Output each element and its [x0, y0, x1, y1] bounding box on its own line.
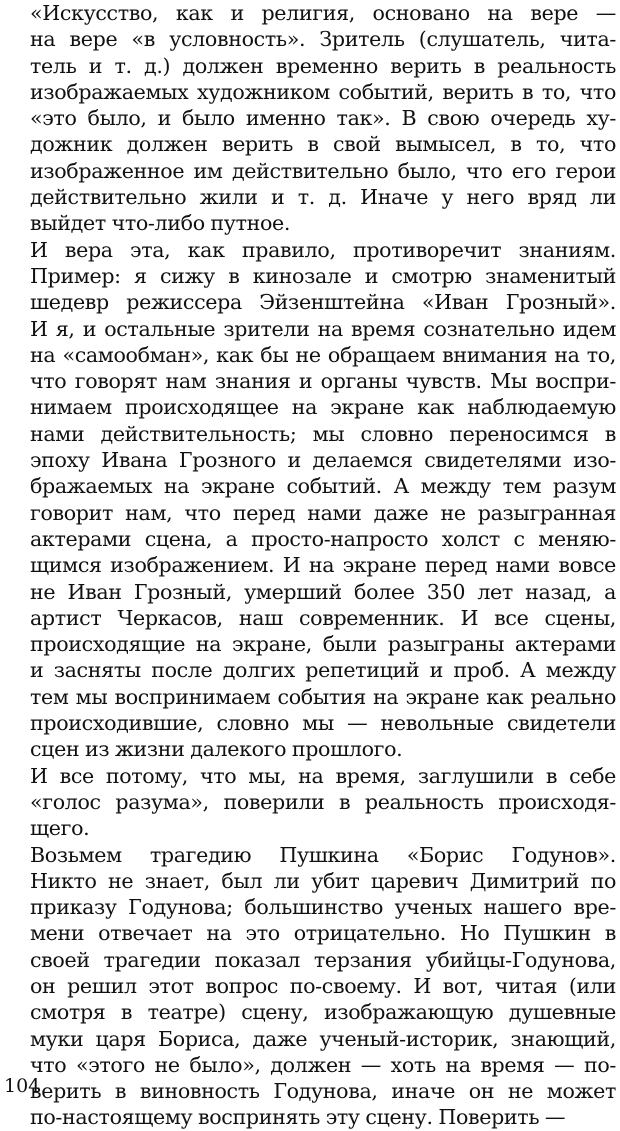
- text-line: мени отвечает на это отрицательно. Но Пушкин в: [30, 921, 616, 946]
- text-line: сцен из жизни далекого прошлого.: [30, 737, 403, 762]
- text-line: изображаемых художником событий, верить в то, что: [30, 79, 616, 104]
- text-line: верить в виновность Годунова, иначе он не может: [30, 1079, 616, 1104]
- text-line: приказу Годунова; большинство ученых нашего вре-: [30, 895, 616, 920]
- text-line: выйдет что-либо путное.: [30, 211, 291, 236]
- text-line: И вера эта, как правило, противоречит знаниям.: [30, 237, 616, 262]
- paragraph-4: [4, 842, 616, 1131]
- text-line: что говорят нам знания и органы чувств. Мы воспри-: [30, 369, 616, 394]
- text-line: он решил этот вопрос по-своему. И вот, читая (или: [30, 973, 616, 998]
- text-line: что «этого не было», должен — хоть на время — по-: [30, 1052, 616, 1077]
- text-line: изображенное им действительно было, что его герои: [30, 158, 616, 183]
- text-line: своей трагедии показал терзания убийцы-Годунова,: [30, 947, 616, 972]
- text-line: И все потому, что мы, на время, заглушили в себе: [30, 763, 616, 788]
- text-line: И я, и остальные зрители на время сознательно идем: [30, 316, 616, 341]
- text-line: происходившие, словно мы — невольные свидетели: [30, 711, 616, 736]
- text-line: смотря в театре) сцену, изображающую душевные: [30, 1000, 616, 1025]
- text-line: «голос разума», поверили в реальность происходя-: [30, 789, 616, 814]
- page-number: 104: [4, 1075, 41, 1097]
- text-line: артист Черкасов, наш современник. И все сцены,: [30, 605, 616, 630]
- text-line: происходящие на экране, были разыграны актерами: [30, 632, 616, 657]
- text-line: на вере «в условность». Зритель (слушатель, чита-: [30, 27, 616, 52]
- text-line: дожник должен верить в свой вымысел, в то, что: [30, 132, 616, 157]
- text-line: «Искусство, как и религия, основано на вере —: [30, 1, 616, 25]
- text-line: не Иван Грозный, умерший более 350 лет назад, а: [30, 579, 616, 604]
- text-line: на «самообман», как бы не обращаем внимания на то,: [30, 342, 616, 367]
- text-line: эпоху Ивана Грозного и делаемся свидетелями изо-: [30, 448, 616, 473]
- text-line: нимаем происходящее на экране как наблюдаемую: [30, 395, 616, 420]
- text-line: шедевр режиссера Эйзенштейна «Иван Грозный».: [30, 290, 616, 315]
- text-line: щего.: [30, 816, 90, 841]
- text-line: актерами сцена, а просто-напросто холст с меняю-: [30, 526, 616, 551]
- text-line: муки царя Бориса, даже ученый-историк, знающий,: [30, 1026, 616, 1051]
- text-line: по-настоящему воспринять эту сцену. Поверить —: [30, 1105, 566, 1130]
- text-line: тем мы воспринимаем события на экране как реально: [30, 684, 616, 709]
- paragraph-3: [4, 763, 616, 842]
- text-line: Никто не знает, был ли убит царевич Димитрий по: [30, 868, 616, 893]
- page-text: [4, 0, 616, 1131]
- text-line: бражаемых на экране событий. А между тем разум: [30, 474, 616, 499]
- text-line: Возьмем трагедию Пушкина «Борис Годунов».: [30, 842, 616, 867]
- text-line: действительно жили и т. д. Иначе у него вряд ли: [30, 185, 616, 210]
- paragraph-1: [4, 0, 616, 237]
- text-line: говорит нам, что перед нами даже не разыгранная: [30, 500, 616, 525]
- text-line: щимся изображением. И на экране перед нами вовсе: [30, 553, 616, 578]
- text-line: Пример: я сижу в кинозале и смотрю знаменитый: [30, 263, 616, 288]
- text-line: нами действительность; мы словно переносимся в: [30, 421, 616, 446]
- paragraph-2: [4, 237, 616, 763]
- text-line: и засняты после долгих репетиций и проб. А между: [30, 658, 616, 683]
- text-line: тель и т. д.) должен временно верить в реальность: [30, 53, 616, 78]
- text-line: «это было, и было именно так». В свою очередь ху-: [30, 106, 616, 131]
